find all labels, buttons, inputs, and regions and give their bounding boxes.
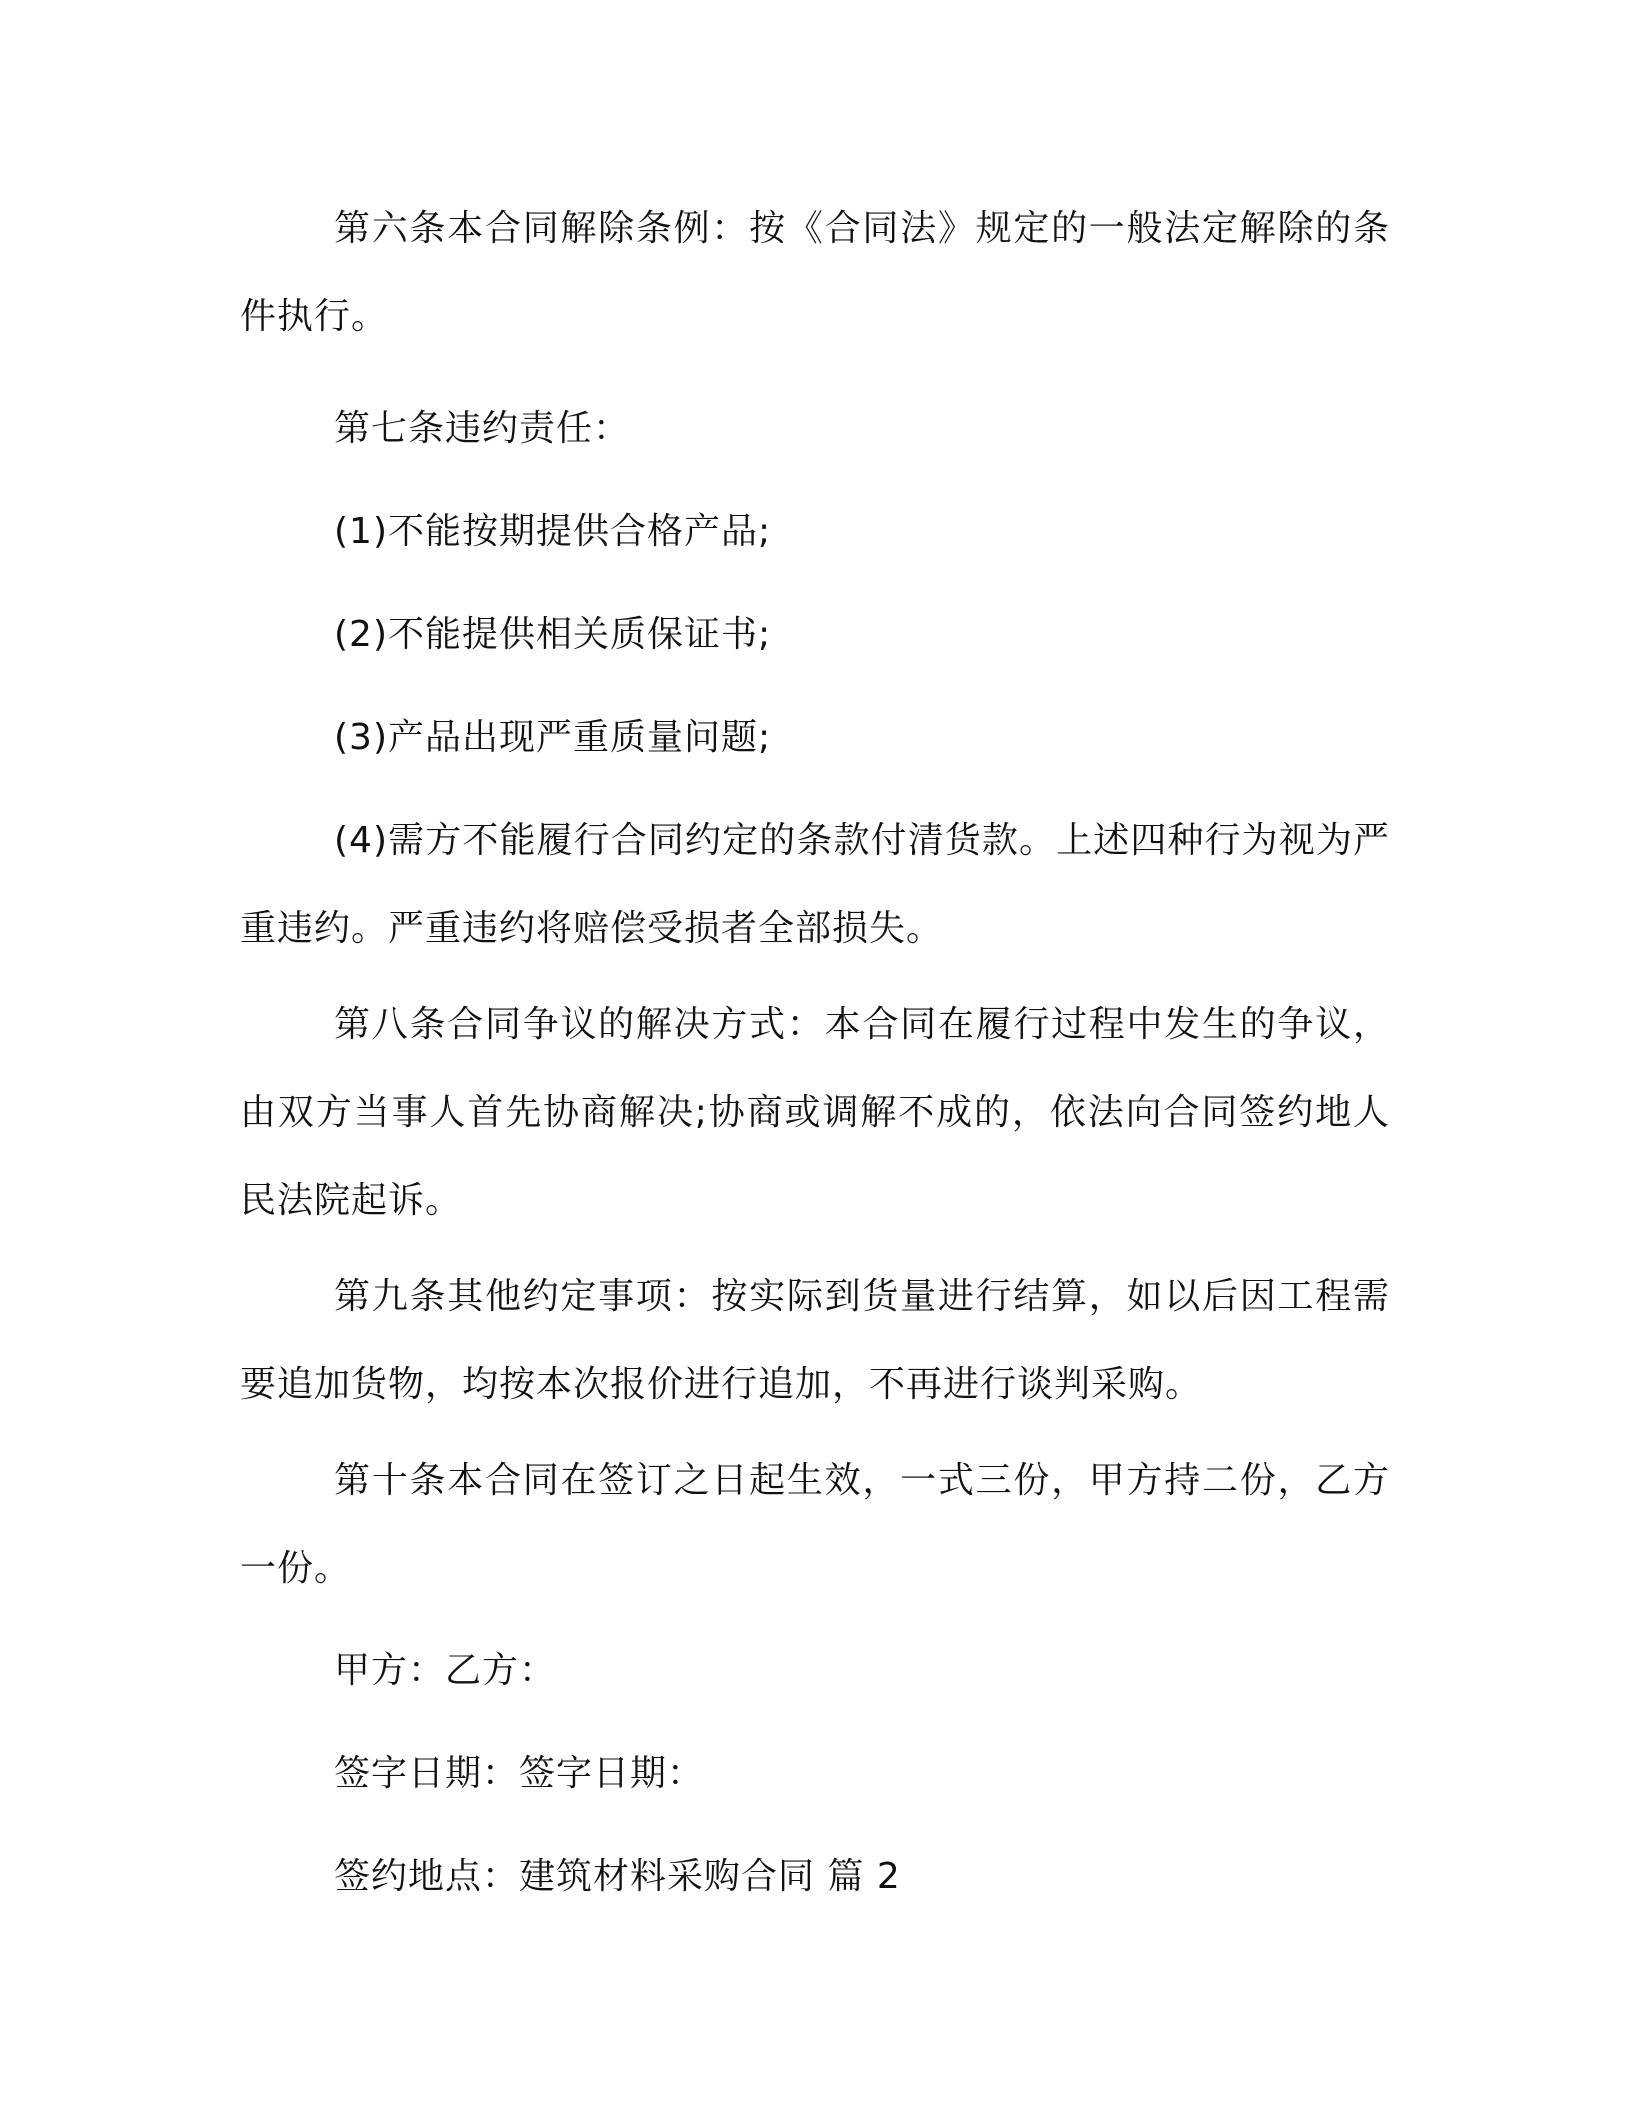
breach-item-3: (3)产品出现严重质量问题; [334,717,772,758]
breach-item-1: (1)不能按期提供合格产品; [334,511,772,552]
breach-item-2: (2)不能提供相关质保证书; [334,614,772,655]
party-signatures: 甲方：乙方： [334,1650,557,1691]
clause-6-termination: 第六条本合同解除条例：按《合同法》规定的一般法定解除的条件执行。 [240,208,1390,337]
clause-7-breach-heading: 第七条违约责任： [334,408,631,449]
breach-item-4: (4)需方不能履行合同约定的条款付清货款。上述四种行为视为严重违约。严重违约将赔偿受损者全部损失。 [240,820,1390,949]
signing-location: 签约地点：建筑材料采购合同 篇 2 [334,1856,901,1897]
document-body [240,185,1390,1921]
clause-8-dispute: 第八条合同争议的解决方式：本合同在履行过程中发生的争议，由双方当事人首先协商解决;协商或调解不成的，依法向合同签约地人民法院起诉。 [240,1004,1390,1221]
clause-9-other: 第九条其他约定事项：按实际到货量进行结算，如以后因工程需要追加货物，均按本次报价进行追加，不再进行谈判采购。 [240,1276,1390,1405]
signature-dates: 签字日期：签字日期： [334,1753,705,1794]
clause-10-effective: 第十条本合同在签订之日起生效，一式三份，甲方持二份，乙方一份。 [240,1460,1390,1589]
